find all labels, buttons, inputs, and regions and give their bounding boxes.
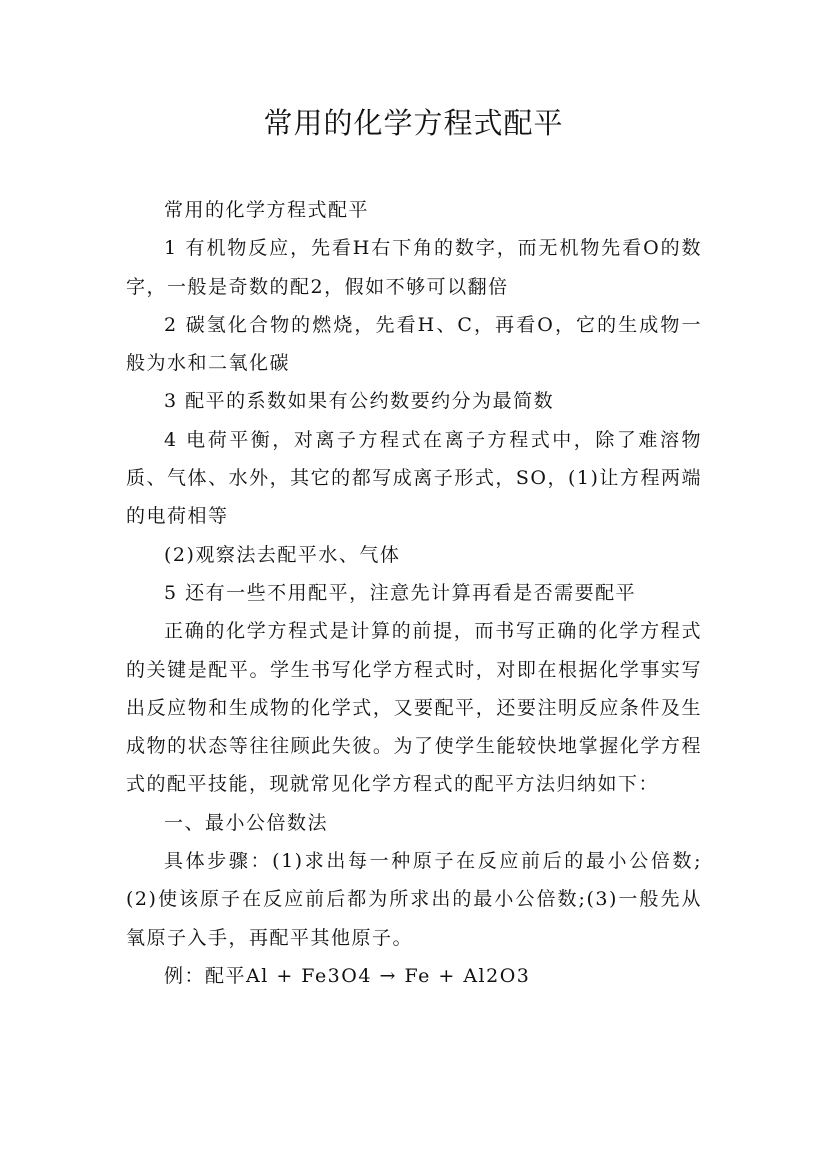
document-body (126, 191, 702, 995)
paragraph-example: 例：配平Al + Fe3O4 → Fe + Al2O3 (164, 964, 531, 987)
paragraph-rule-5: 5 还有一些不用配平，注意先计算再看是否需要配平 (164, 581, 637, 604)
section-heading-lcm-method: 一、最小公倍数法 (164, 811, 329, 834)
paragraph-subtitle: 常用的化学方程式配平 (164, 199, 370, 221)
paragraph-intro: 正确的化学方程式是计算的前提，而书写正确的化学方程式的关键是配平。学生书写化学方程式时，对即在根据化学事实写出反应物和生成物的化学式，又要配平，还要注明反应条件及生成物的状态等往往顾此失彼。为了使学生能较快地掌握化学方程式的配平技能，现就常见化学方程式的配平方法归纳如下： (126, 620, 702, 796)
paragraph-rule-1: 1 有机物反应，先看H右下角的数字，而无机物先看O的数字，一般是奇数的配2，假如不够可以翻倍 (126, 237, 702, 298)
paragraph-steps: 具体步骤：(1)求出每一种原子在反应前后的最小公倍数;(2)使该原子在反应前后都为所求出的最小公倍数;(3)一般先从氧原子入手，再配平其他原子。 (126, 850, 702, 949)
paragraph-rule-2: 2 碳氢化合物的燃烧，先看H、C，再看O，它的生成物一般为水和二氧化碳 (126, 313, 702, 375)
paragraph-rule-4: 4 电荷平衡，对离子方程式在离子方程式中，除了难溶物质、气体、水外，其它的都写成离子形式，SO，(1)让方程两端的电荷相等 (126, 428, 702, 528)
paragraph-rule-4-2: (2)观察法去配平水、气体 (164, 543, 401, 566)
document-title: 常用的化学方程式配平 (263, 106, 564, 140)
paragraph-rule-3: 3 配平的系数如果有公约数要约分为最简数 (164, 390, 555, 413)
